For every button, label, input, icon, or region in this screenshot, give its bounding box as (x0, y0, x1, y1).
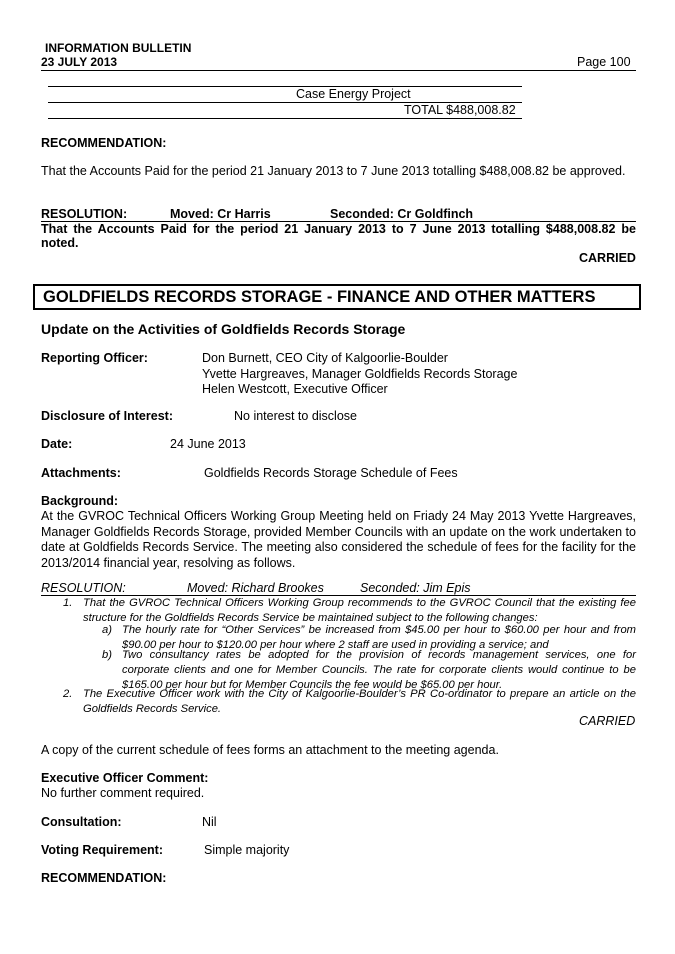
attachments-label: Attachments: (41, 466, 121, 480)
recommendation-heading: RECOMMENDATION: (41, 136, 167, 150)
section-heading: GOLDFIELDS RECORDS STORAGE - FINANCE AND OTHER MATTERS (43, 288, 596, 306)
voting-label: Voting Requirement: (41, 843, 163, 857)
bulletin-date: 23 JULY 2013 (41, 55, 118, 69)
background-text (41, 509, 636, 571)
background-line: date at Goldfields Records Service. The meeting also considered the schedule of fees for the facility for the (41, 540, 636, 554)
resolution2-seconded: Seconded: Jim Epis (360, 581, 471, 595)
resolution2-carried: CARRIED (579, 714, 636, 728)
recommendation2-heading: RECOMMENDATION: (41, 871, 167, 885)
resolution2-item2-num: 2. (63, 688, 73, 700)
background-line: At the GVROC Technical Officers Working Group Meeting held on Friady 24 May 2013 Yvette Hargreaves, (41, 509, 636, 523)
voting-value: Simple majority (204, 843, 290, 857)
bulletin-title: INFORMATION BULLETIN (45, 41, 192, 55)
copy-note: A copy of the current schedule of fees forms an attachment to the meeting agenda. (41, 743, 499, 757)
background-line: Manager Goldfields Records Storage, provided Member Councils with an update on the work undertaken to (41, 524, 636, 539)
date-label: Date: (41, 437, 73, 451)
resolution-text-line2: noted. (41, 236, 79, 250)
section-subheading: Update on the Activities of Goldfields Records Storage (41, 321, 406, 337)
resolution2-item1 (83, 596, 636, 626)
resolution-moved: Moved: Cr Harris (170, 207, 271, 221)
exec-comment-heading: Executive Officer Comment: (41, 771, 209, 785)
resolution2-item1-line: That the GVROC Technical Officers Working Group recommends to the GVROC Council that the existing fee (83, 597, 636, 609)
resolution2-item1-line: structure for the Goldfields Records Service be maintained subject to the following changes: (83, 611, 538, 624)
background-line: 2013/2014 financial year, resolving as follows. (41, 555, 296, 570)
header-rule (41, 70, 636, 71)
resolution2-item1-num: 1. (63, 597, 73, 609)
resolution-label: RESOLUTION: (41, 207, 128, 221)
resolution2-item2-line: Goldfields Records Service. (83, 702, 222, 715)
exec-comment-text: No further comment required. (41, 786, 205, 800)
resolution2-item2 (83, 687, 636, 717)
section-heading-box (33, 284, 641, 310)
disclosure-value: No interest to disclose (234, 409, 357, 423)
resolution2-label: RESOLUTION: (41, 581, 126, 595)
resolution2-sub-b (122, 648, 636, 692)
resolution2-moved: Moved: Richard Brookes (187, 581, 324, 595)
reporting-officer-3: Helen Westcott, Executive Officer (202, 382, 388, 396)
resolution2-sub-a-line: $90.00 per hour to $120.00 per hour where 2 staff are used in providing a service; and (122, 638, 549, 651)
resolution2-sub-b-line: $165.00 per hour but for Member Councils the fee would be $65.00 per hour. (122, 678, 503, 691)
resolution-carried: CARRIED (579, 251, 636, 265)
reporting-officer-1: Don Burnett, CEO City of Kalgoorlie-Boulder (202, 351, 448, 365)
date-value: 24 June 2013 (170, 437, 246, 451)
background-heading: Background: (41, 494, 119, 508)
reporting-officer-label: Reporting Officer: (41, 351, 148, 365)
resolution-text-line1: That the Accounts Paid for the period 21 January 2013 to 7 June 2013 totalling $488,008.82 be (41, 222, 636, 236)
reporting-officers (202, 351, 517, 398)
table-rule-bottom (48, 118, 522, 119)
resolution-seconded: Seconded: Cr Goldfinch (330, 207, 474, 221)
resolution2-item2-line: The Executive Officer work with the City of Kalgoorlie-Boulder’s PR Co-ordinator to prepare an article on the (83, 688, 636, 700)
disclosure-label: Disclosure of Interest: (41, 409, 173, 423)
page-number: Page 100 (577, 55, 631, 69)
reporting-officer-2: Yvette Hargreaves, Manager Goldfields Records Storage (202, 366, 518, 381)
resolution2-sub-b-label: b) (102, 649, 112, 661)
table-rule-top (48, 86, 522, 87)
resolution2-sub-b-line: corporate clients and one for Member Councils. The rate for corporate clients would continue to be (122, 663, 636, 676)
attachments-value: Goldfields Records Storage Schedule of Fees (204, 466, 458, 480)
consultation-value: Nil (202, 815, 217, 829)
resolution2-sub-a-label: a) (102, 624, 112, 636)
consultation-label: Consultation: (41, 815, 122, 829)
table-total: TOTAL $488,008.82 (404, 103, 516, 117)
resolution2-sub-b-line: Two consultancy rates be adopted for the provision of records management services, one for (122, 649, 636, 661)
resolution2-sub-a-line: The hourly rate for “Other Services” be increased from $45.00 per hour to $60.00 per hour and from (122, 624, 636, 636)
table-row-label: Case Energy Project (296, 87, 411, 101)
recommendation-text: That the Accounts Paid for the period 21 January 2013 to 7 June 2013 totalling $488,008.82 be approved. (41, 164, 626, 178)
